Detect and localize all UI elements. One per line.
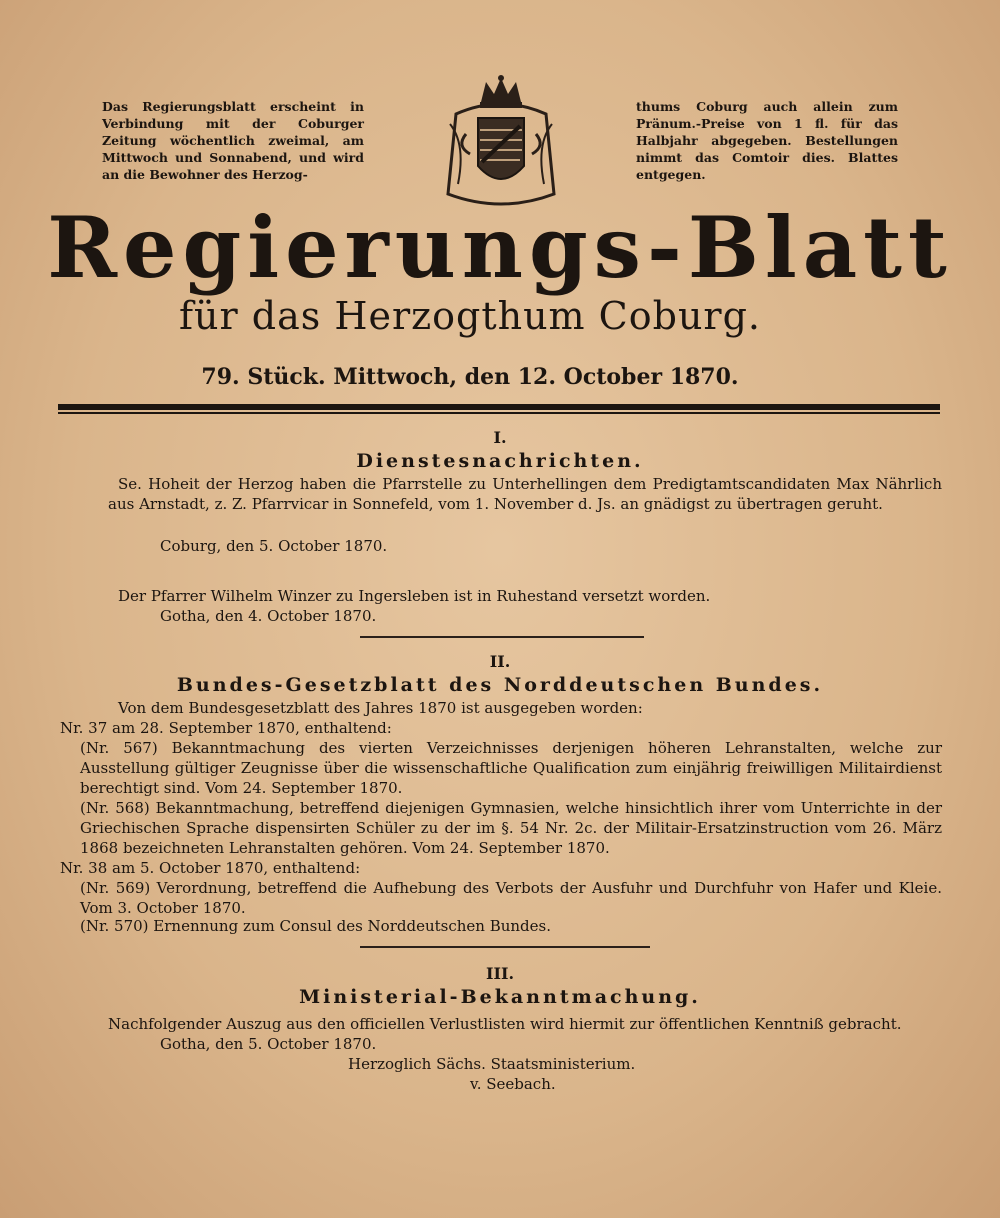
header-rule-thick <box>58 404 940 410</box>
issue-line: 79. Stück. Mittwoch, den 12. October 1870. <box>201 364 739 390</box>
section-3-dateline: Gotha, den 5. October 1870. <box>160 1035 377 1053</box>
section-2-intro: Von dem Bundesgesetzblatt des Jahres 1870 ist ausgegeben worden: <box>118 699 643 717</box>
section-2-heading: Bundes-Gesetzblatt des Norddeutschen Bundes. <box>176 674 824 696</box>
section-2-item-570: (Nr. 570) Ernennung zum Consul des Norddeutschen Bundes. <box>80 917 551 935</box>
subscription-note-left: Das Regierungsblatt erscheint in Verbindung mit der Coburger Zeitung wöchentlich zweimal, am Mittwoch und Sonnabend, und wird an die Bewohner des Herzog- <box>102 99 364 182</box>
masthead-subtitle: für das Herzogthum Coburg. <box>178 294 761 338</box>
coat-of-arms-icon <box>436 74 566 214</box>
section-2-issue-37: Nr. 37 am 28. September 1870, enthaltend: <box>60 719 392 737</box>
separator-2 <box>360 946 650 948</box>
section-2-issue-38: Nr. 38 am 5. October 1870, enthaltend: <box>60 859 361 877</box>
section-2-item-569: (Nr. 569) Verordnung, betreffend die Aufhebung des Verbots der Ausfuhr und Durchfuhr von Hafer und Kleie. Vom 3. October 1870. <box>80 879 942 917</box>
section-1-paragraph-2: Der Pfarrer Wilhelm Winzer zu Ingersleben ist in Ruhestand versetzt worden. <box>118 587 711 605</box>
section-2-item-568: (Nr. 568) Bekanntmachung, betreffend diejenigen Gymnasien, welche hinsichtlich ihrer vom Unterrichte in der Griechischen Sprache dispensirten Schüler zu der im §. 54 Nr. 2c. der Militair-Ersatzinstruction vom 26. März 1868 bezeichneten Lehranstalten gehören. Vom 24. September 1870. <box>80 799 942 857</box>
header-rule-thin <box>58 412 940 414</box>
section-3-numeral: III. <box>485 964 515 983</box>
masthead-title: Regierungs-Blatt <box>47 198 953 297</box>
section-2-item-567: (Nr. 567) Bekanntmachung des vierten Verzeichnisses derjenigen höheren Lehranstalten, welche zur Ausstellung gültiger Zeugnisse über die wissenschaftliche Qualification zum einjährig freiwilligen Militairdienst berechtigt sind. Vom 24. September 1870. <box>80 739 942 797</box>
section-3-authority: Herzoglich Sächs. Staatsministerium. <box>348 1055 636 1073</box>
section-1-numeral: I. <box>493 428 507 447</box>
section-3-signature: v. Seebach. <box>470 1075 556 1093</box>
section-3-paragraph: Nachfolgender Auszug aus den officiellen Verlustlisten wird hiermit zur öffentlichen Kenntniß gebracht. <box>108 1015 902 1033</box>
separator-1 <box>360 636 644 638</box>
section-1-dateline-2: Gotha, den 4. October 1870. <box>160 607 377 625</box>
section-1-heading: Dienstesnachrichten. <box>356 450 644 472</box>
section-1-dateline-1: Coburg, den 5. October 1870. <box>160 537 388 555</box>
section-2-numeral: II. <box>489 652 511 671</box>
subscription-note-right: thums Coburg auch allein zum Pränum.-Preise von 1 fl. für das Halbjahr abgegeben. Bestellungen nimmt das Comtoir dies. Blattes entgegen. <box>636 99 898 182</box>
section-1-paragraph-1: Se. Hoheit der Herzog haben die Pfarrstelle zu Unterhellingen dem Predigtamtscandidaten Max Nährlich aus Arnstadt, z. Z. Pfarrvicar in Sonnefeld, vom 1. November d. Js. an gnädigst zu übertragen geruht. <box>108 475 942 513</box>
section-3-heading: Ministerial-Bekanntmachung. <box>299 986 701 1008</box>
